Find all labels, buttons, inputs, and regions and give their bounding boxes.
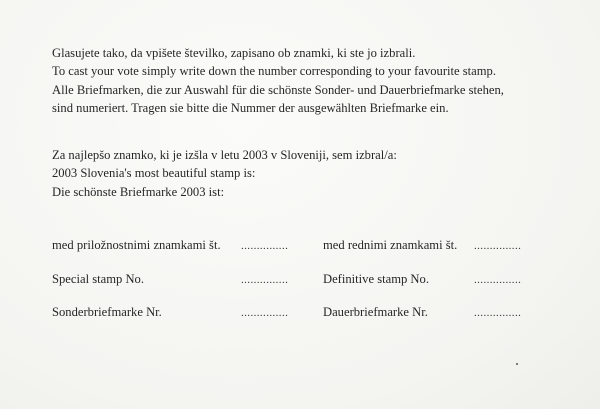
vote-heading-english: 2003 Slovenia's most beautiful stamp is: xyxy=(52,166,256,181)
special-stamp-blank-en[interactable]: ............... xyxy=(241,274,289,286)
instruction-slovenian: Glasujete tako, da vpišete številko, zapisano ob znamki, ki ste jo izbrali. xyxy=(52,46,416,60)
vote-heading-slovenian: Za najlepšo znamko, ki je izšla v letu 2003 v Sloveniji, sem izbral/a: xyxy=(52,148,397,162)
definitive-stamp-label-en: Definitive stamp No. xyxy=(323,272,429,286)
instruction-german-2: sind numeriert. Tragen sie bitte die Nummer der ausgewählten Briefmarke ein. xyxy=(52,100,449,115)
instructions-block xyxy=(52,44,572,117)
vote-heading-german: Die schönste Briefmarke 2003 ist: xyxy=(52,184,225,199)
paper-speck xyxy=(516,363,518,365)
definitive-stamp-blank-de[interactable]: ............... xyxy=(474,307,522,319)
special-stamp-blank-sl[interactable]: ............... xyxy=(241,240,289,252)
definitive-stamp-blank-en[interactable]: ............... xyxy=(474,274,522,286)
special-stamp-blank-de[interactable]: ............... xyxy=(241,307,289,319)
definitive-stamp-blank-sl[interactable]: ............... xyxy=(474,240,522,252)
special-stamp-label-sl: med priložnostnimi znamkami št. xyxy=(52,238,221,252)
special-stamp-label-de: Sonderbriefmarke Nr. xyxy=(52,305,162,319)
vote-heading-block xyxy=(52,146,572,201)
instruction-english: To cast your vote simply write down the number corresponding to your favourite stamp. xyxy=(52,64,497,79)
definitive-stamp-label-de: Dauerbriefmarke Nr. xyxy=(323,305,428,319)
definitive-stamp-label-sl: med rednimi znamkami št. xyxy=(323,238,458,252)
instruction-german-1: Alle Briefmarken, die zur Auswahl für die schönste Sonder- und Dauerbriefmarke stehen, xyxy=(52,82,504,97)
special-stamp-label-en: Special stamp No. xyxy=(52,272,144,286)
